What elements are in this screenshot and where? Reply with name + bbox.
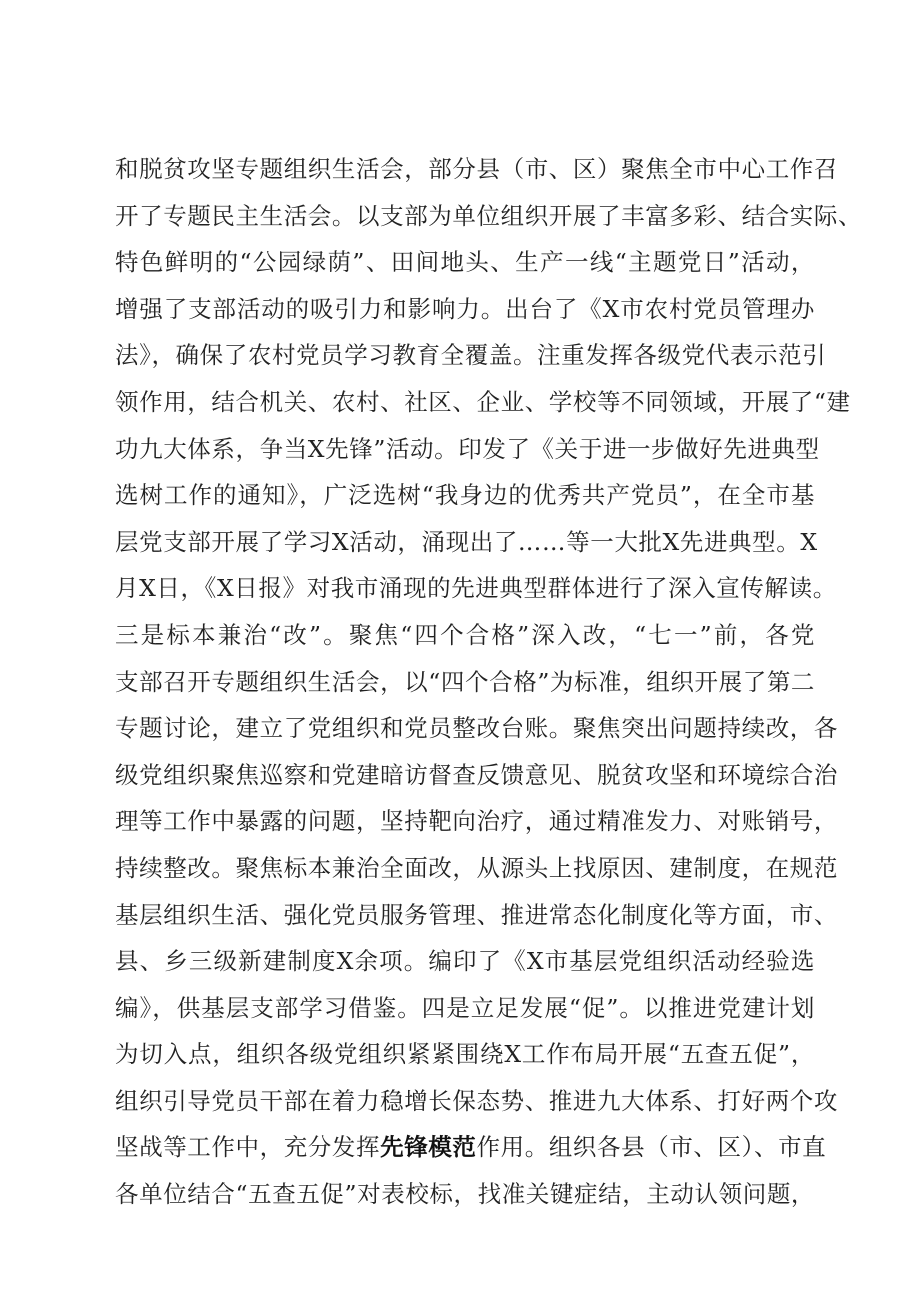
text-line: 法》，确保了农村党员学习教育全覆盖。注重发挥各级党代表示范引 (115, 341, 827, 370)
text-line: 支部召开专题组织生活会，以“四个合格”为标准，组织开展了第二 (115, 667, 816, 696)
text-line: 理等工作中暴露的问题，坚持靶向治疗，通过精准发力、对账销号， (115, 807, 838, 836)
text-line: 月X日，《X日报》对我市涌现的先进典型群体进行了深入宣传解读。 (115, 574, 837, 603)
text-line: 增强了支部活动的吸引力和影响力。出台了《X市农村党员管理办 (115, 294, 815, 323)
text-line: 功九大体系，争当X先锋”活动。印发了《关于进一步做好先进典型 (115, 434, 820, 463)
text-line: 基层组织生活、强化党员服务管理、推进常态化制度化等方面，市、 (115, 900, 838, 929)
bold-phrase: 先锋模范 (380, 1133, 477, 1162)
text-line: 组织引导党员干部在着力稳增长保态势、推进九大体系、打好两个攻 (115, 1086, 838, 1115)
text-line: 级党组织聚焦巡察和党建暗访督查反馈意见、脱贫攻坚和环境综合治 (115, 760, 838, 789)
text-line: 选树工作的通知》，广泛选树“我身边的优秀共产党员”，在全市基 (115, 481, 815, 510)
text-line: 领作用，结合机关、农村、社区、企业、学校等不同领域，开展了“建 (115, 387, 851, 416)
text-line: 坚战等工作中，充分发挥先锋模范作用。组织各县（市、区）、市直 (115, 1133, 827, 1162)
text-line: 持续整改。聚焦标本兼治全面改，从源头上找原因、建制度，在规范 (115, 853, 838, 882)
text-line: 县、乡三级新建制度X余项。编印了《X市基层党组织活动经验选 (115, 947, 815, 976)
body-paragraph (115, 146, 863, 1218)
text-line: 层党支部开展了学习X活动，涌现出了……等一大批X先进典型。X (115, 527, 818, 556)
text-line: 各单位结合“五查五促”对表校标，找准关键症结，主动认领问题， (115, 1180, 816, 1209)
text-line: 编》，供基层支部学习借鉴。四是立足发展“促”。以推进党建计划 (115, 993, 815, 1022)
text-line: 开了专题民主生活会。以支部为单位组织开展了丰富多彩、结合实际、 (115, 201, 863, 230)
text-line: 三是标本兼治“改”。聚焦“四个合格”深入改，“七一”前，各党 (115, 620, 815, 649)
text-line: 特色鲜明的“公园绿荫”、田间地头、生产一线“主题党日”活动， (115, 248, 815, 277)
text-line: 为切入点，组织各级党组织紧紧围绕X工作布局开展“五查五促”， (115, 1040, 815, 1069)
text-line: 专题讨论，建立了党组织和党员整改台账。聚焦突出问题持续改，各 (115, 714, 838, 743)
text-line: 和脱贫攻坚专题组织生活会，部分县（市、区）聚焦全市中心工作召 (115, 155, 838, 183)
